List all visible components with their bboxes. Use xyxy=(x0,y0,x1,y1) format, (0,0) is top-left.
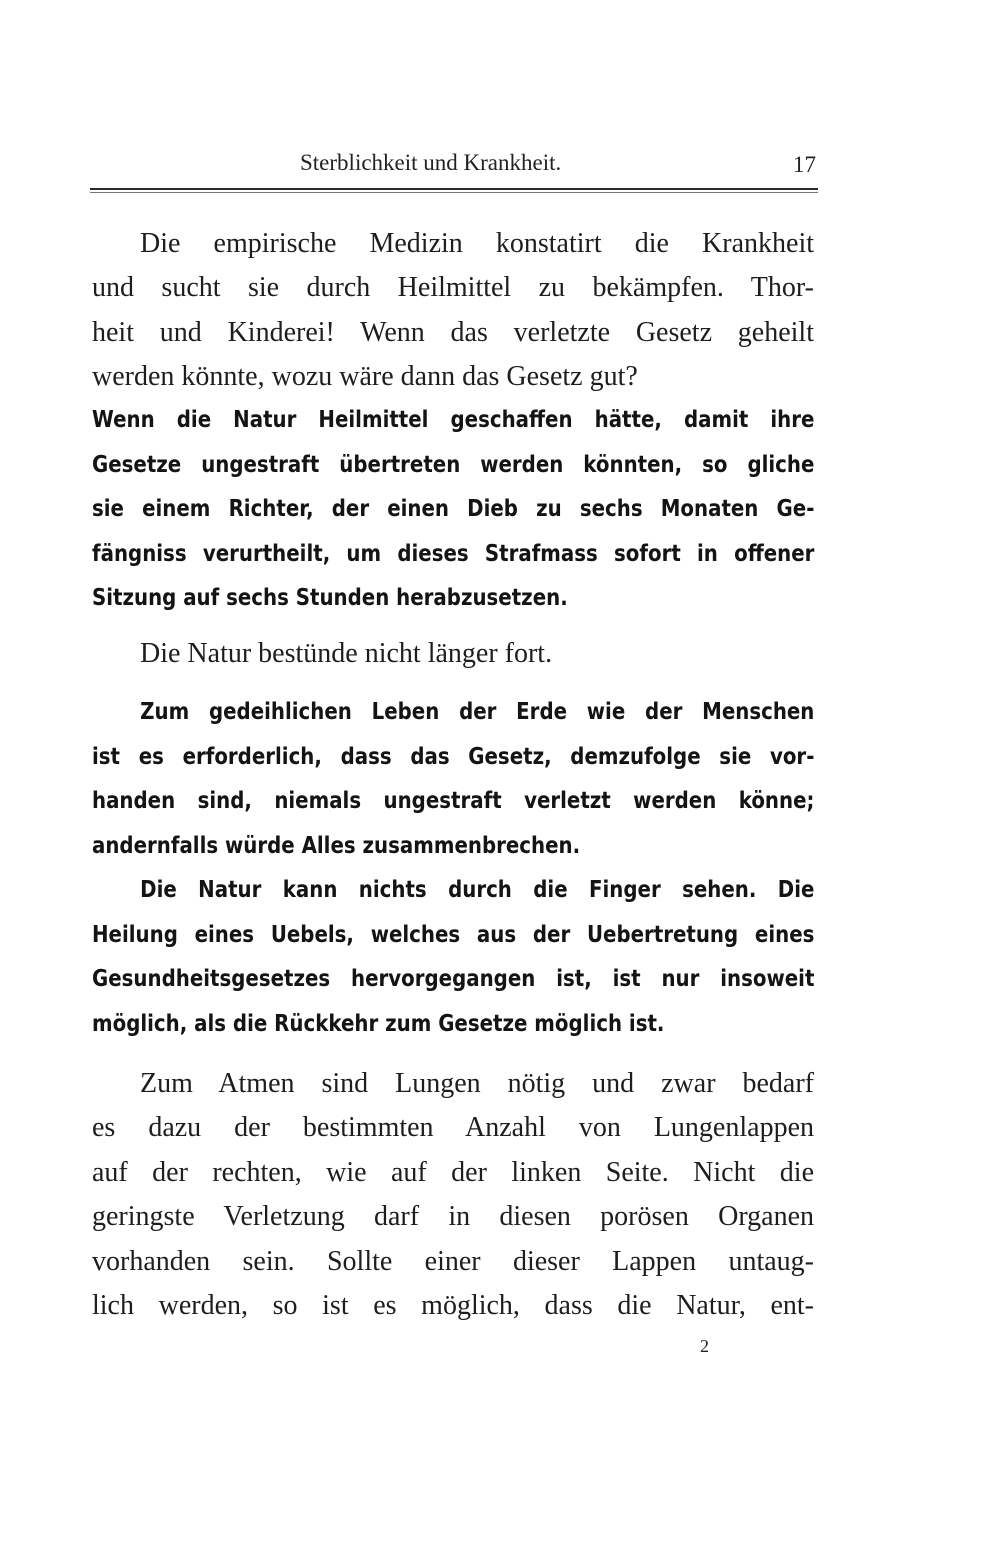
text-line: Wenn die Natur Heilmittel geschaffen hätte, damit ihre xyxy=(92,407,815,433)
text-line: werden könnte, wozu wäre dann das Gesetz gut? xyxy=(92,361,638,393)
text-line: Heilung eines Uebels, welches aus der Uebertretung eines xyxy=(92,921,815,948)
text-line: handen sind, niemals ungestraft verletzt werden könne; xyxy=(92,788,815,814)
text-line: lich werden, so ist es möglich, dass die Natur, ent- xyxy=(92,1290,814,1322)
running-head xyxy=(92,150,816,184)
text-line: es dazu der bestimmten Anzahl von Lungenlappen xyxy=(92,1112,814,1144)
text-line: Sitzung auf sechs Stunden herabzusetzen. xyxy=(92,585,568,611)
paragraph-lungs xyxy=(92,1062,814,1328)
text-line: Zum Atmen sind Lungen nötig und zwar bedarf xyxy=(140,1068,814,1099)
text-line: sie einem Richter, der einen Dieb zu sechs Monaten Ge- xyxy=(92,496,815,522)
running-title: Sterblichkeit und Krankheit. xyxy=(300,150,562,175)
text-line: Gesundheitsgesetzes hervorgegangen ist, ist nur insoweit xyxy=(92,966,815,992)
text-line: andernfalls würde Alles zusammenbrechen. xyxy=(92,832,581,859)
paragraph-nature-would-not-persist xyxy=(92,632,814,676)
paragraph-thriving-life xyxy=(92,690,814,868)
text-line: vorhanden sein. Sollte einer dieser Lappen untaug- xyxy=(92,1245,814,1277)
text-line: möglich, als die Rückkehr zum Gesetze möglich ist. xyxy=(92,1010,665,1037)
page-number: 17 xyxy=(793,152,816,177)
text-line: fängniss verurtheilt, um dieses Strafmass sofort in offener xyxy=(92,540,815,567)
paragraph-empirical-medicine xyxy=(92,222,814,400)
signature-mark: 2 xyxy=(700,1336,709,1356)
text-line: auf der rechten, wie auf der linken Seite. Nicht die xyxy=(92,1156,814,1188)
header-rule xyxy=(90,188,818,190)
text-line: heit und Kinderei! Wenn das verletzte Gesetz geheilt xyxy=(92,316,814,348)
text-line: und sucht sie durch Heilmittel zu bekämpfen. Thor- xyxy=(92,272,814,304)
text-line: Die Natur bestünde nicht länger fort. xyxy=(140,638,553,669)
text-line: Zum gedeihlichen Leben der Erde wie der Menschen xyxy=(140,699,815,725)
paragraph-nature-remedies xyxy=(92,398,814,621)
paragraph-nature-no-blind-eye xyxy=(92,868,814,1046)
text-line: Gesetze ungestraft übertreten werden könnten, so gliche xyxy=(92,451,815,478)
text-line: Die empirische Medizin konstatirt die Krankheit xyxy=(140,228,814,259)
text-line: geringste Verletzung darf in diesen porösen Organen xyxy=(92,1201,814,1233)
header-rule-thin xyxy=(90,192,818,193)
text-line: ist es erforderlich, dass das Gesetz, demzufolge sie vor- xyxy=(92,743,815,770)
text-line: Die Natur kann nichts durch die Finger sehen. Die xyxy=(140,877,815,903)
